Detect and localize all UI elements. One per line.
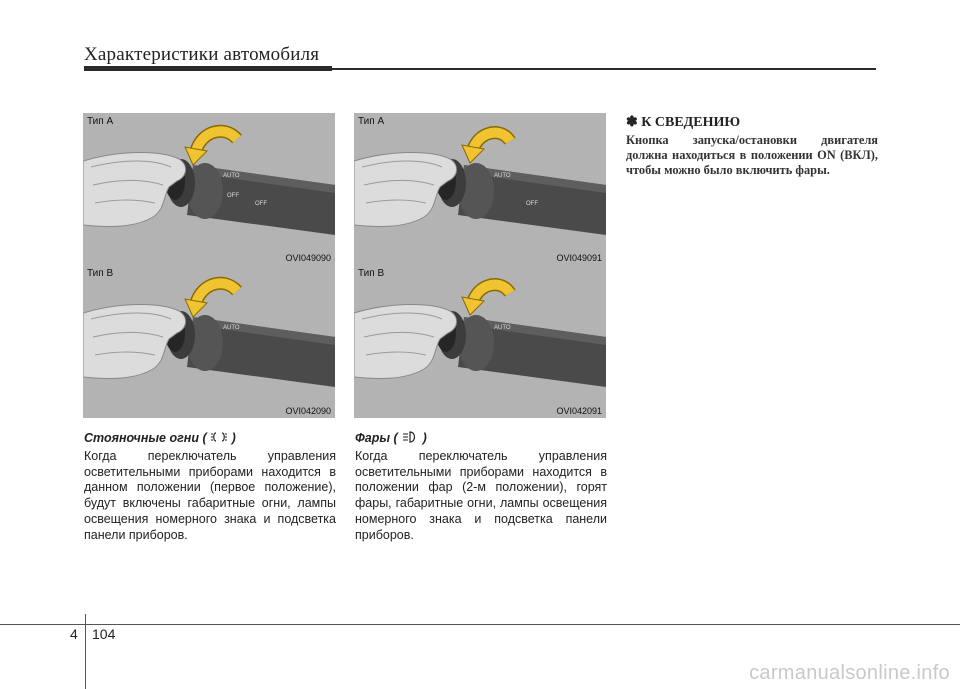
chapter-number: 4	[70, 626, 78, 642]
section-body-parking-lights: Когда переключатель управления осветительными приборами находится в данном положении (первое положение), будут включены габаритные огни, лампы освещения номерного знака и подсветка панели приборов.	[84, 449, 336, 542]
headlight-icon	[401, 430, 419, 444]
light-switch-illustration	[83, 265, 335, 418]
figure-type-label: Тип A	[87, 116, 114, 127]
section-body-headlights: Когда переключатель управления осветительными приборами находится в положении фар (2-м положении), горят фары, габаритные огни, лампы освещения номерного знака и подсветка панели приборов.	[355, 449, 607, 542]
page-header-title: Характеристики автомобиля	[84, 44, 320, 65]
figure-code: OVI042091	[556, 406, 602, 416]
heading-text: )	[231, 431, 236, 445]
svg-text:AUTO: AUTO	[494, 173, 511, 179]
section-heading-parking-lights	[84, 430, 236, 445]
section-heading-headlights	[355, 430, 427, 445]
svg-text:AUTO: AUTO	[494, 325, 511, 331]
figure-code: OVI042090	[285, 406, 331, 416]
light-switch-illustration	[354, 265, 606, 418]
figure-headlight-type-a	[354, 113, 606, 265]
svg-text:OFF: OFF	[227, 193, 239, 199]
figure-parking-type-b	[83, 265, 335, 418]
heading-text: )	[422, 431, 427, 445]
light-switch-illustration	[354, 113, 606, 265]
heading-text: Фары (	[355, 431, 398, 445]
note-title: К СВЕДЕНИЮ	[641, 115, 741, 130]
figure-code: OVI049091	[556, 253, 602, 263]
figure-code: OVI049090	[285, 253, 331, 263]
watermark: carmanualsonline.info	[749, 662, 950, 684]
footer-rule	[0, 624, 960, 625]
figure-type-label: Тип B	[87, 268, 114, 279]
header-rule-thick	[84, 66, 332, 71]
parking-lights-icon	[210, 430, 228, 444]
figure-type-label: Тип A	[358, 116, 385, 127]
svg-text:OFF: OFF	[526, 201, 538, 207]
figure-headlight-type-b	[354, 265, 606, 418]
footer-divider	[85, 614, 86, 689]
header-rule-thin	[332, 68, 876, 70]
svg-text:AUTO: AUTO	[223, 173, 240, 179]
note-heading	[626, 114, 740, 131]
figure-parking-type-a	[83, 113, 335, 265]
svg-text:OFF: OFF	[255, 201, 267, 207]
note-marker-icon: ✽	[626, 115, 638, 130]
svg-text:AUTO: AUTO	[223, 325, 240, 331]
page-number: 104	[92, 626, 116, 642]
note-body: Кнопка запуска/остановки двигателя должна находиться в положении ON (ВКЛ), чтобы можно было включить фары.	[626, 133, 878, 177]
figure-type-label: Тип B	[358, 268, 385, 279]
heading-text: Стояночные огни (	[84, 431, 207, 445]
light-switch-illustration	[83, 113, 335, 265]
